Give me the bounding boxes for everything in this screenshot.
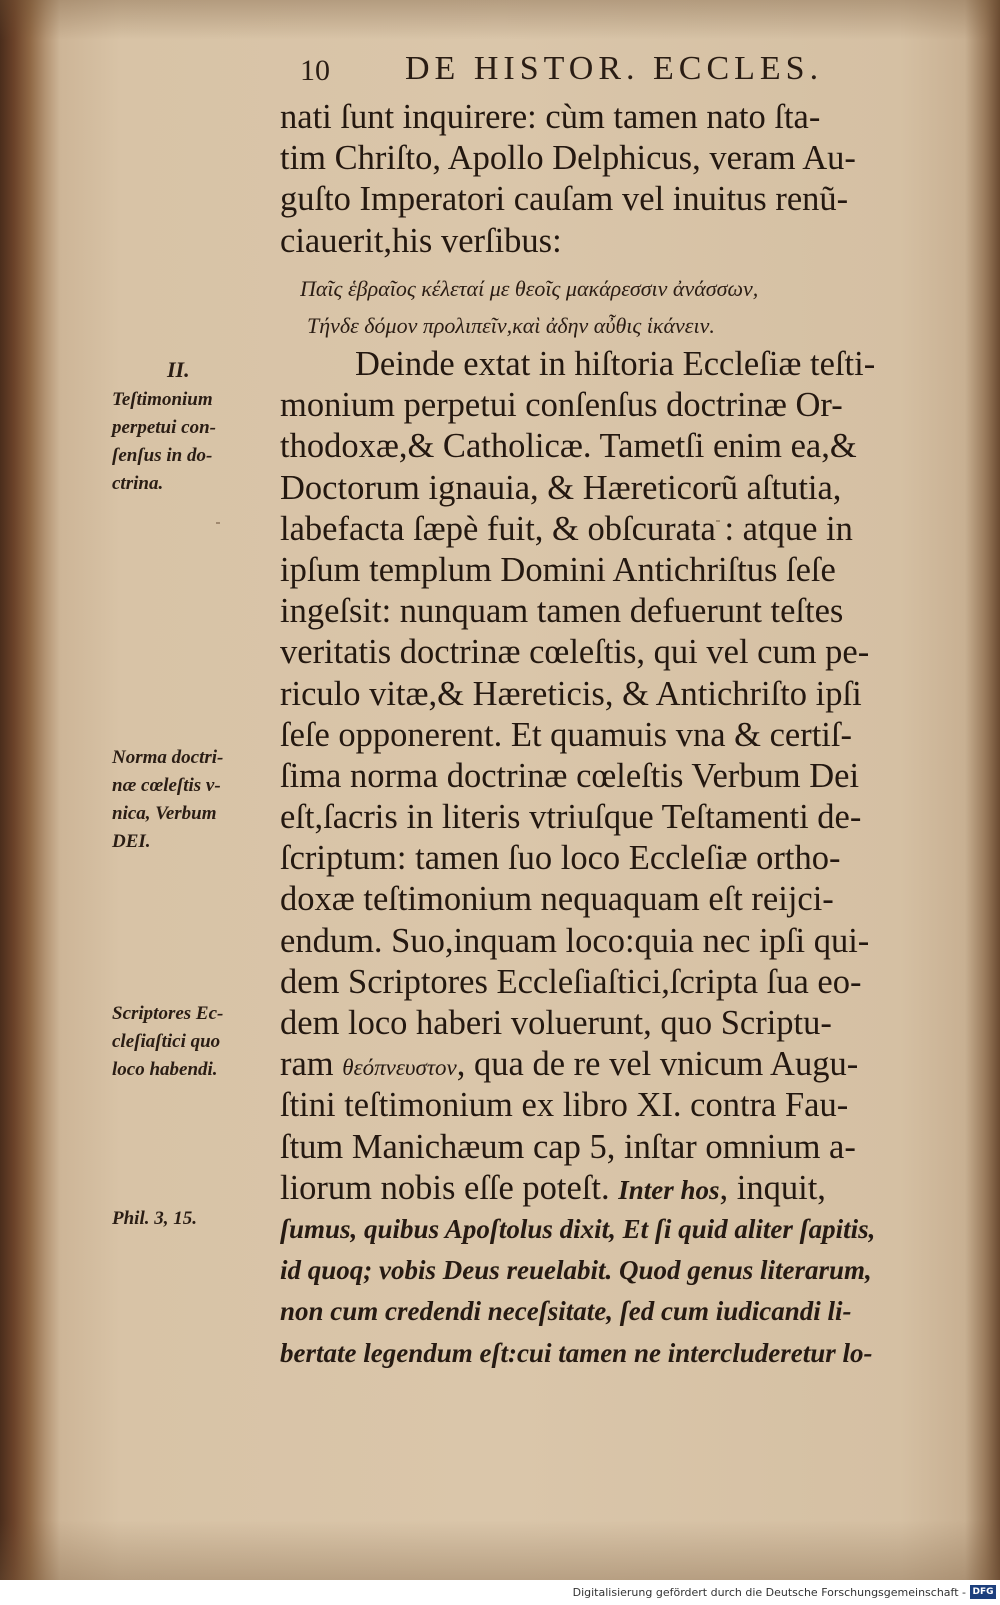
italic-line: bertate legendum eſt:cui tamen ne intercluderetur lo- — [280, 1337, 873, 1368]
running-title: DE HISTOR. ECCLES. — [405, 50, 824, 87]
text-span: , qua de re vel vnicum Augu- — [456, 1045, 859, 1084]
margin-line: ſenſus in do- — [112, 445, 213, 466]
main-text-top — [280, 97, 955, 262]
margin-line: Phil. 3, 15. — [112, 1208, 197, 1229]
margin-note-testimonium — [112, 356, 262, 498]
text-span: ram — [280, 1045, 343, 1084]
margin-note-scriptores — [112, 1000, 262, 1084]
text-line: ſcriptum: tamen ſuo loco Eccleſiæ ortho- — [280, 839, 841, 878]
text-line: thodoxæ,& Catholicæ. Tametſi enim ea,& — [280, 427, 857, 466]
text-line: Deinde extat in hiſtoria Eccleſiæ teſti- — [355, 345, 876, 383]
greek-line: Παῖς ἑβραῖος κέλεταί με θεοῖς μακάρεσσιν ἀνάσσων, — [300, 276, 759, 301]
italic-line: non cum credendi neceſsitate, ſed cum iudicandi li- — [280, 1296, 852, 1327]
text-line: riculo vitæ,& Hæreticis, & Antichriſto ipſi — [280, 674, 862, 713]
text-span: , inquit, — [719, 1168, 826, 1207]
text-line: veritatis doctrinæ cœleſtis, qui vel cum pe- — [280, 633, 870, 672]
text-line: ſtum Manichæum cap 5, inſtar omnium a- — [280, 1127, 856, 1166]
page-header — [300, 50, 870, 90]
text-line: tim Chriſto, Apollo Delphicus, veram Au- — [280, 139, 856, 178]
text-line: eſt,ſacris in literis vtriuſque Teſtamenti de- — [280, 798, 862, 837]
text-span: liorum nobis eſſe poteſt. — [280, 1168, 619, 1207]
italic-line: id quoq; vobis Deus reuelabit. Quod genus literarum, — [280, 1255, 872, 1286]
italic-span: Inter hos — [618, 1174, 720, 1205]
dfg-logo: DFG — [970, 1585, 996, 1599]
text-line: Doctorum ignauia, & Hæreticorũ aſtutia, — [280, 468, 842, 507]
text-line: labefacta ſæpè fuit, & obſcurata : atque in — [280, 509, 853, 548]
margin-line: næ cœleſtis v- — [112, 775, 221, 796]
text-line-with-greek — [280, 1044, 955, 1085]
margin-line: Scriptores Ec- — [112, 1003, 224, 1024]
text-line: ipſum templum Domini Antichriſtus ſeſe — [280, 550, 836, 589]
text-line: dem Scriptores Eccleſiaſtici,ſcripta ſua eo- — [280, 962, 862, 1001]
text-line-mixed — [280, 1168, 955, 1209]
margin-line: cleſiaſtici quo — [112, 1031, 221, 1052]
margin-line: nica, Verbum — [112, 803, 217, 824]
margin-note-phil — [112, 1205, 262, 1233]
text-line: dem loco haberi voluerunt, quo Scriptu- — [280, 1004, 832, 1042]
greek-line: Τήνδε δόμον προλιπεῖν,καὶ ἀδην αὖθις ἱκάνειν. — [307, 313, 715, 338]
text-line: ingeſsit: nunquam tamen defuerunt teſtes — [280, 592, 844, 631]
digitization-footer — [0, 1580, 1000, 1605]
margin-line: ctrina. — [112, 473, 164, 494]
funding-credit: Digitalisierung gefördert durch die Deutsche Forschungsgemeinschaft - — [572, 1586, 966, 1599]
text-line: endum. Suo,inquam loco:quia nec ipſi qui- — [280, 921, 870, 960]
text-line: ſeſe opponerent. Et quamuis vna & certiſ- — [280, 715, 852, 754]
text-line: ſima norma doctrinæ cœleſtis Verbum Dei — [280, 756, 860, 795]
greek-word: θεόπνευστον — [342, 1055, 457, 1081]
margin-line: perpetui con- — [112, 417, 216, 438]
main-text — [280, 344, 955, 1374]
text-line: ciauerit,his verſibus: — [280, 221, 562, 260]
text-line: ſtini teſtimonium ex libro XI. contra Fau- — [280, 1086, 849, 1125]
page-number: 10 — [300, 54, 330, 87]
text-line: monium perpetui conſenſus doctrinæ Or- — [280, 386, 843, 425]
text-line: doxæ teſtimonium nequaquam eſt reijci- — [280, 880, 834, 919]
italic-line: ſumus, quibus Apoſtolus dixit, Et ſi quid aliter ſapitis, — [280, 1213, 876, 1244]
margin-line: loco habendi. — [112, 1059, 218, 1080]
margin-line: Teſtimonium — [112, 389, 213, 410]
margin-line: DEI. — [112, 831, 151, 852]
margin-note-norma — [112, 744, 262, 856]
margin-line: II. — [167, 357, 190, 382]
text-line: nati ſunt inquirere: cùm tamen nato ſta- — [280, 98, 821, 136]
text-line: guſto Imperatori cauſam vel inuitus renũ- — [280, 180, 849, 219]
greek-verse — [300, 270, 940, 344]
paper-speck — [216, 522, 220, 524]
margin-line: Norma doctri- — [112, 747, 224, 768]
